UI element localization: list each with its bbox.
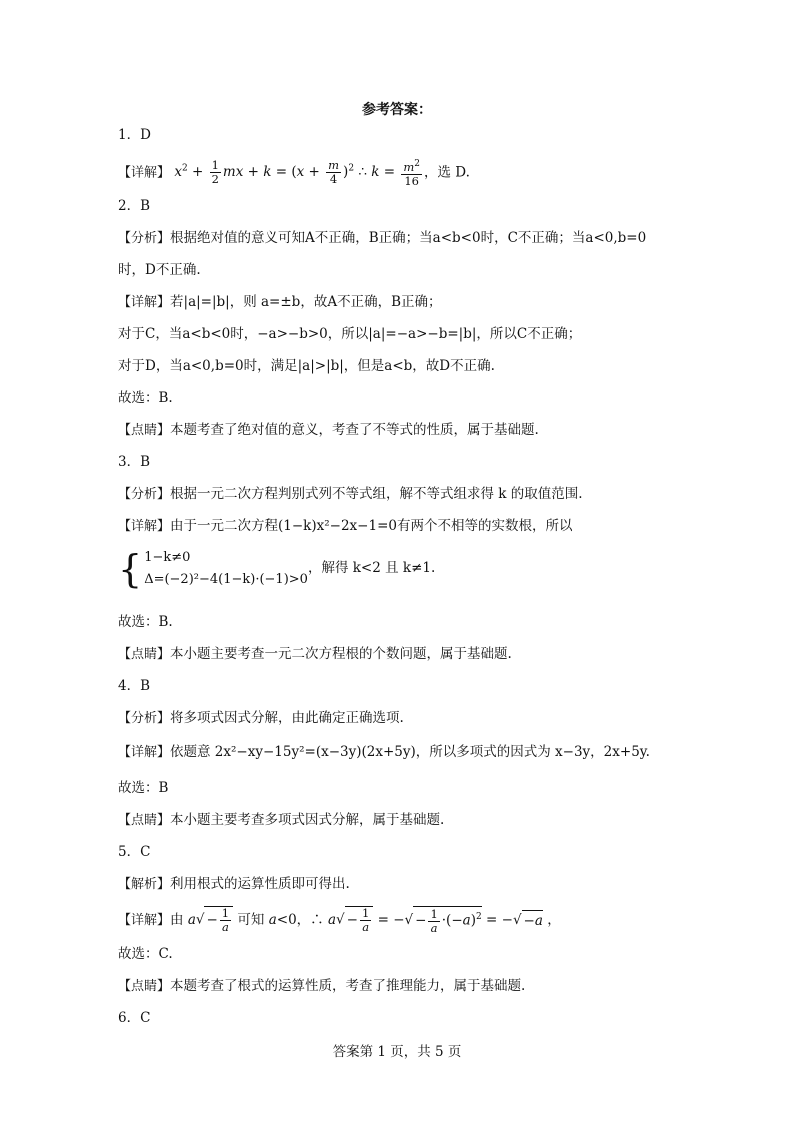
q3-analysis-text: 根据一元二次方程判别式列不等式组，解不等式组求得 k 的取值范围. — [170, 486, 583, 502]
q3-number: 3．B — [118, 454, 151, 470]
q5-comment — [118, 976, 525, 997]
q3-solution: ，解得 k<2 且 k≠1. — [307, 560, 436, 576]
q2-analysis-text-1: 根据绝对值的意义可知A不正确，B正确；当a<b<0时，C不正确；当a<0,b=0 — [170, 230, 647, 246]
q5-comment-text: 本题考查了根式的运算性质，考查了推理能力，属于基础题. — [170, 978, 526, 994]
q4-comment-text: 本小题主要考查多项式因式分解，属于基础题. — [170, 812, 445, 828]
q3-comment — [118, 644, 512, 665]
q1-formula: $x^2$ + $\frac{1}{2}$ mx + k = (x + $\frac{m}{4}$ )$^2$ ∴ k = $\frac{m^2}{16}$ — [174, 158, 420, 188]
q5-comment-tag: 【点睛】 — [118, 979, 171, 994]
q2-analysis — [118, 228, 646, 249]
q2-analysis-tag: 【分析】 — [118, 231, 171, 246]
q3-brace: { — [118, 546, 143, 591]
q3-analysis — [118, 484, 583, 505]
q1-detail — [118, 158, 470, 188]
q5-detail — [118, 906, 561, 935]
q2-detail-tag: 【详解】 — [118, 295, 171, 310]
q3-comment-text: 本小题主要考查一元二次方程根的个数问题，属于基础题. — [170, 646, 512, 662]
q3-comment-tag: 【点睛】 — [118, 647, 171, 662]
q2-detail — [118, 292, 442, 313]
q2-detail-text-3: 对于D，当a<0,b=0时，满足|a|>|b|，但是a<b，故D不正确. — [118, 358, 495, 374]
q3-detail-text: 由于一元二次方程(1−k)x²−2x−1=0有两个不相等的实数根，所以 — [170, 518, 573, 534]
q6-number: 6．C — [118, 1010, 151, 1026]
q5-analysis-text: 利用根式的运算性质即可得出. — [170, 876, 350, 892]
q4-detail — [118, 742, 650, 763]
q5-analysis-tag: 【解析】 — [118, 877, 171, 892]
q4-analysis-text: 将多项式因式分解，由此确定正确选项. — [170, 710, 404, 726]
q4-analysis-tag: 【分析】 — [118, 711, 171, 726]
page-title: 参考答案： — [362, 102, 432, 118]
q3-detail-tag: 【详解】 — [118, 519, 171, 534]
q3-choice: 故选：B. — [118, 614, 173, 630]
q2-comment-text: 本题考查了绝对值的意义，考查了不等式的性质，属于基础题. — [170, 422, 539, 438]
page-footer: 答案第 1 页，共 5 页 — [332, 1044, 462, 1060]
q4-choice: 故选：B — [118, 780, 169, 796]
q1-conclusion: ，选 D. — [423, 164, 470, 181]
q3-system-line-2: Δ=(−2)²−4(1−k)·(−1)>0 — [144, 571, 308, 587]
q5-detail-tag: 【详解】 — [118, 912, 171, 928]
q2-number: 2．B — [118, 198, 151, 214]
q4-comment-tag: 【点睛】 — [118, 813, 171, 828]
q3-analysis-tag: 【分析】 — [118, 487, 171, 502]
q4-number: 4．B — [118, 678, 151, 694]
q2-comment-tag: 【点睛】 — [118, 423, 171, 438]
q1-number: 1．D — [118, 127, 151, 143]
q5-formula: 由 a√ − $\frac{1}{a}$ 可知 a<0，∴ a√ − $\frac{1}{a}$ = −√ − $\frac{1}{a}$ $\cdot(-a)^2$ = −√ −a ， — [170, 906, 561, 935]
q4-detail-text: 依题意 2x²−xy−15y²=(x−3y)(2x+5y)，所以多项式的因式为 x−3y，2x+5y. — [170, 744, 650, 760]
q3-system-line-1: 1−k≠0 — [144, 549, 191, 565]
q5-analysis — [118, 874, 350, 895]
q2-choice: 故选：B. — [118, 390, 173, 406]
q5-number: 5．C — [118, 844, 151, 860]
q2-analysis-text-2: 时，D不正确. — [118, 262, 201, 278]
q4-analysis — [118, 708, 404, 729]
q1-detail-tag: 【详解】 — [118, 165, 171, 181]
q3-detail — [118, 516, 572, 537]
q5-choice: 故选：C. — [118, 946, 173, 962]
q2-detail-text-2: 对于C，当a<b<0时，−a>−b>0，所以|a|=−a>−b=|b|，所以C不正确； — [118, 326, 582, 342]
q2-comment — [118, 420, 539, 441]
q2-detail-text-1: 若|a|=|b|，则 a=±b，故A不正确，B正确； — [170, 294, 442, 310]
q4-detail-tag: 【详解】 — [118, 745, 171, 760]
q3-system — [118, 546, 435, 591]
q4-comment — [118, 810, 444, 831]
